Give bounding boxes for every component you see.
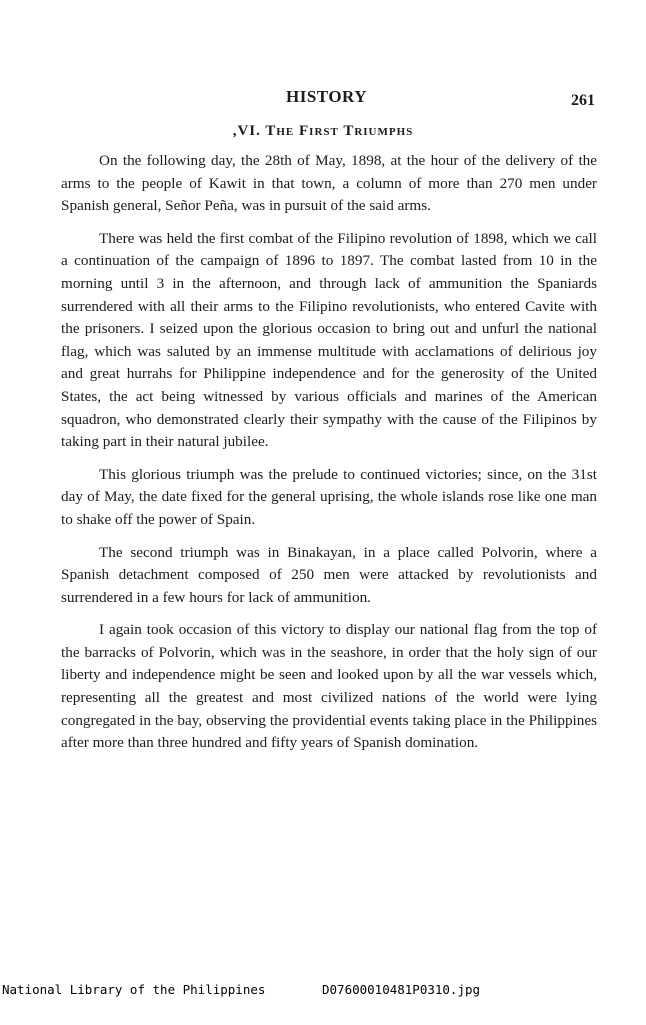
- page-number: 261: [571, 92, 595, 109]
- body-text: [61, 150, 597, 765]
- footer-bar: [0, 980, 646, 1000]
- library-credit: National Library of the Philippines: [2, 982, 266, 997]
- paragraph: The second triumph was in Binakayan, in a place called Polvorin, where a Spanish detachment composed of 250 men were attacked by revolutionists and surrendered in a few hours for lack of ammunition.: [61, 543, 597, 606]
- paragraph: This glorious triumph was the prelude to continued victories; since, on the 31st day of May, the date fixed for the general uprising, the whole islands rose like one man to shake off the power of Spain.: [61, 465, 597, 528]
- paragraph: I again took occasion of this victory to display our national flag from the top of the barracks of Polvorin, which was in the seashore, in order that the holy sign of our liberty and independence might be seen and looked upon by all the war vessels which, representing all the greatest and most civilized nations of the world were lying congregated in the bay, observing the providential events taking place in the Philippines after more than three hundred and fifty years of Spanish domination.: [61, 621, 597, 752]
- section-title: ,VI. The First Triumphs: [232, 123, 414, 139]
- image-filename: D07600010481P0310.jpg: [322, 982, 481, 997]
- paragraph: On the following day, the 28th of May, 1898, at the hour of the delivery of the arms to the people of Kawit in that town, a column of more than 270 men under Spanish general, Señor Peña, was in pursuit of the said arms.: [61, 152, 597, 215]
- paragraph: There was held the first combat of the Filipino revolution of 1898, which we call a continuation of the campaign of 1896 to 1897. The combat lasted from 10 in the morning until 3 in the afternoon, and through lack of ammunition the Spaniards surrendered with all their arms to the Filipino revolutionists, who entered Cavite with the prisoners. I seized upon the glorious occasion to bring out and unfurl the national flag, which was saluted by an immense multitude with acclamations of delirious joy and great hurrahs for Philippine independence and for the generosity of the United States, the act being witnessed by various officials and marines of the American squadron, who demonstrated clearly their sympathy with the cause of the Filipinos by taking part in their natural jubilee.: [61, 229, 597, 451]
- running-title: HISTORY: [286, 87, 368, 106]
